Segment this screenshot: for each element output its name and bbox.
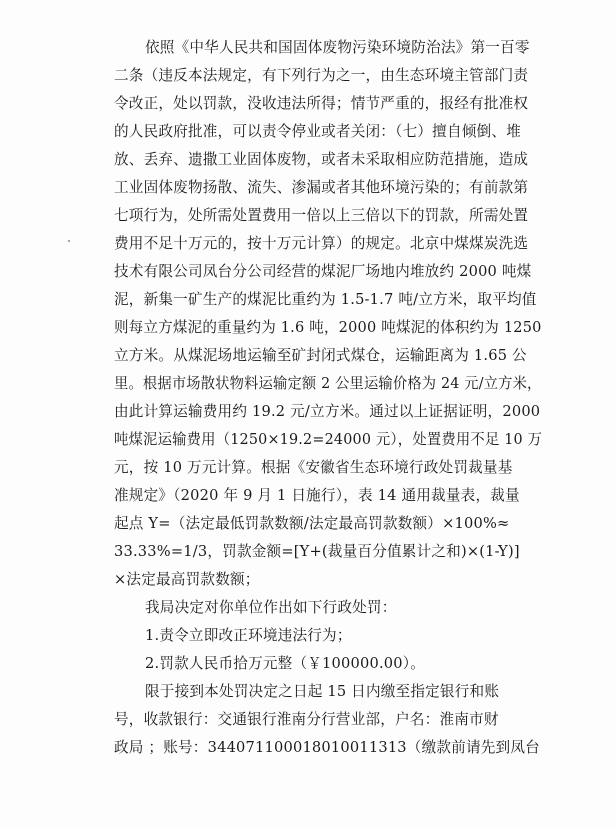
text-line: 号，收款银行：交通银行淮南分行营业部，户名：淮南市财: [114, 711, 499, 728]
text-line: 起点 Y=（法定最低罚款数额/法定最高罚款数额）×100%≈: [114, 515, 510, 532]
text-line: 依照《中华人民共和国固体废物污染环境防治法》第一百零: [145, 39, 530, 56]
text-line: 泥，新集一矿生产的煤泥比重约为 1.5-1.7 吨/立方米，取平均值: [114, 291, 537, 308]
text-line: 政局 ；账号：344071100018010011313（缴款前请先到凤台: [114, 739, 540, 756]
text-line: ×法定最高罚款数额；: [114, 571, 260, 588]
text-line: 元，按 10 万元计算。根据《安徽省生态环境行政处罚裁量基: [114, 459, 513, 476]
text-line: 33.33%=1/3，罚款金额=[Y+(裁量百分值累计之和)×(1-Y)]: [114, 543, 520, 560]
text-line: 放、丢弃、遗撒工业固体废物，或者未采取相应防范措施，造成: [114, 151, 529, 168]
text-line: 吨煤泥运输费用（1250×19.2=24000 元），处置费用不足 10 万: [114, 431, 543, 448]
text-line: 二条（违反本法规定，有下列行为之一，由生态环境主管部门责: [114, 67, 529, 84]
text-line: 我局决定对你单位作出如下行政处罚：: [145, 599, 397, 616]
text-line: 的人民政府批准，可以责令停业或者关闭：（七）擅自倾倒、堆: [114, 123, 521, 140]
text-line: 令改正，处以罚款，没收违法所得；情节严重的，报经有批准权: [114, 95, 529, 112]
text-line: 里。根据市场散状物料运输定额 2 公里运输价格为 24 元/立方米，: [114, 375, 542, 392]
text-line: 七项行为，处所需处置费用一倍以上三倍以下的罚款，所需处置: [114, 207, 529, 224]
text-line: 工业固体废物扬散、流失、渗漏或者其他环境污染的；有前款第: [114, 179, 529, 196]
scan-speck: [68, 240, 70, 242]
text-line: 技术有限公司凤台分公司经营的煤泥厂场地内堆放约 2000 吨煤: [114, 263, 532, 280]
text-line: 立方米。从煤泥场地运输至矿封闭式煤仓，运输距离为 1.65 公: [114, 347, 527, 364]
text-line: 1.责令立即改正环境违法行为；: [145, 627, 352, 644]
text-line: 由此计算运输费用约 19.2 元/立方米。通过以上证据证明，2000: [114, 403, 541, 420]
text-line: 费用不足十万元的，按十万元计算）的规定。北京中煤煤炭洗选: [114, 235, 529, 252]
text-line: 2.罚款人民币拾万元整（￥100000.00）。: [145, 655, 426, 672]
text-line: 限于接到本处罚决定之日起 15 日内缴至指定银行和账: [145, 683, 500, 700]
text-line: 准规定》（2020 年 9 月 1 日施行），表 14 通用裁量表，裁量: [114, 487, 520, 504]
text-line: 则每立方煤泥的重量约为 1.6 吨，2000 吨煤泥的体积约为 1250: [114, 319, 542, 336]
